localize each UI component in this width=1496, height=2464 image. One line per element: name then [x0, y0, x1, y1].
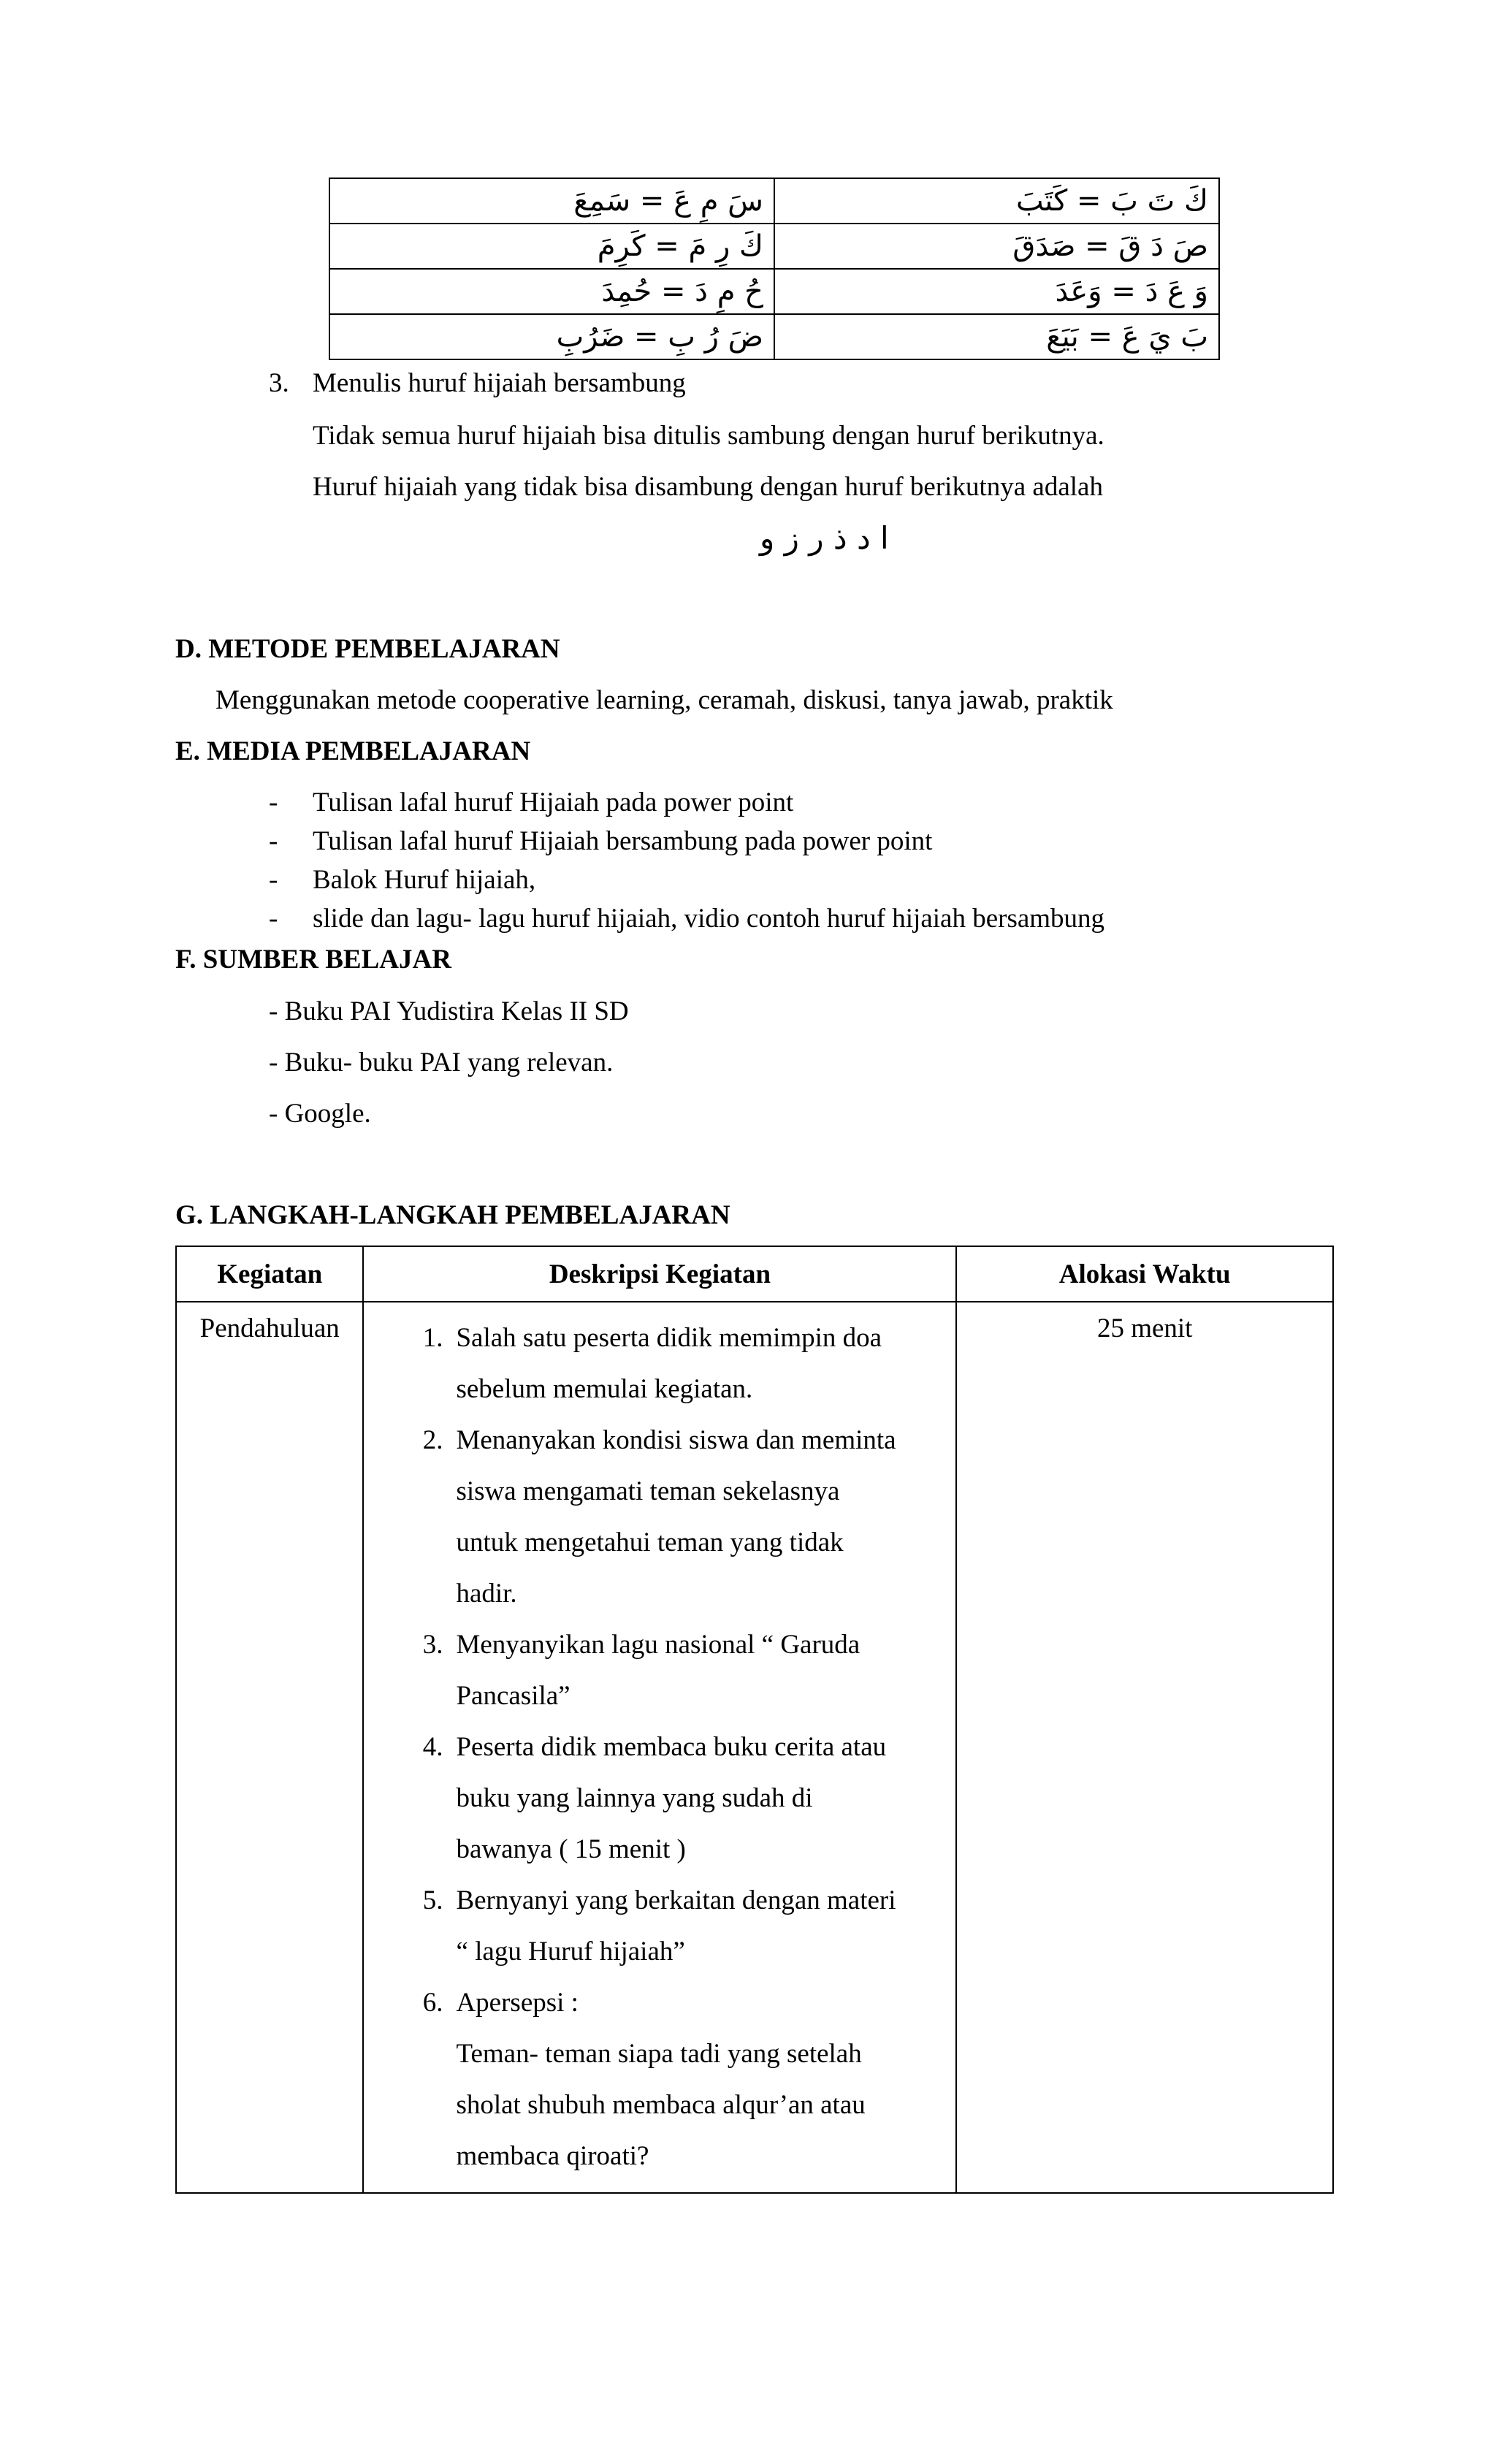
column-header: Alokasi Waktu [956, 1246, 1333, 1302]
list-item: - Buku- buku PAI yang relevan. [269, 1048, 614, 1077]
step-line: Salah satu peserta didik memimpin doa [456, 1323, 882, 1353]
list-item: slide dan lagu- lagu huruf hijaiah, vidio contoh huruf hijaiah bersambung [313, 904, 1105, 934]
step-line: siswa mengamati teman sekelasnya [456, 1476, 840, 1506]
list-item: - Google. [269, 1099, 371, 1129]
table-row [176, 1302, 1333, 2193]
time-allocation-cell: 25 menit [956, 1302, 1333, 2193]
activity-list [364, 1313, 945, 2182]
bullet-dash: - [269, 826, 278, 856]
column-header: Deskripsi Kegiatan [363, 1246, 956, 1302]
item-number: 3. [269, 368, 289, 398]
step-line: Teman- teman siapa tadi yang setelah [456, 2039, 862, 2069]
list-item [364, 1313, 945, 1415]
paragraph-line: Huruf hijaiah yang tidak bisa disambung dengan huruf berikutnya adalah [313, 472, 1103, 502]
step-number: 2. [422, 1425, 443, 1455]
step-line: Pancasila” [456, 1681, 570, 1711]
arabic-cell: كَ تَ بَ = كَتَبَ [774, 178, 1219, 224]
list-item: Balok Huruf hijaiah, [313, 865, 536, 895]
arabic-cell: ضَ رُ بِ = ضَرُبِ [329, 314, 774, 359]
list-item: - Buku PAI Yudistira Kelas II SD [269, 996, 629, 1026]
section-heading: D. METODE PEMBELAJARAN [175, 634, 560, 664]
section-heading: G. LANGKAH-LANGKAH PEMBELAJARAN [175, 1200, 730, 1230]
list-item [364, 1977, 945, 2182]
step-number: 4. [422, 1732, 443, 1762]
table-row [329, 314, 1219, 359]
step-line: hadir. [456, 1579, 517, 1609]
step-line: untuk mengetahui teman yang tidak [456, 1527, 844, 1557]
list-item [364, 1875, 945, 1977]
table-row [329, 269, 1219, 314]
list-item [364, 1722, 945, 1875]
table-row [329, 178, 1219, 224]
step-line: Peserta didik membaca buku cerita atau [456, 1732, 887, 1762]
arabic-cell: صَ دَ قَ = صَدَقَ [774, 224, 1219, 269]
step-line: sebelum memulai kegiatan. [456, 1374, 753, 1404]
step-line: Menanyakan kondisi siswa dan meminta [456, 1425, 896, 1455]
step-line: buku yang lainnya yang sudah di [456, 1783, 813, 1813]
list-item [364, 1415, 945, 1620]
table-header-row [176, 1246, 1333, 1302]
list-item: Tulisan lafal huruf Hijaiah pada power point [313, 787, 794, 817]
step-line: Bernyanyi yang berkaitan dengan materi [456, 1885, 896, 1915]
bullet-dash: - [269, 865, 278, 895]
step-line: sholat shubuh membaca alqur’an atau [456, 2090, 866, 2120]
bullet-dash: - [269, 904, 278, 934]
table-row [329, 224, 1219, 269]
step-number: 1. [422, 1323, 443, 1353]
list-item: Tulisan lafal huruf Hijaiah bersambung pada power point [313, 826, 933, 856]
arabic-combination-table [329, 178, 1220, 360]
step-number: 6. [422, 1988, 443, 2018]
arabic-letters: ا د ذ ر ز و [760, 520, 889, 556]
step-line: Apersepsi : [456, 1988, 579, 2018]
step-line: “ lagu Huruf hijaiah” [456, 1937, 685, 1967]
description-cell [363, 1302, 956, 2193]
section-heading: E. MEDIA PEMBELAJARAN [175, 736, 531, 766]
kegiatan-cell: Pendahuluan [176, 1302, 363, 2193]
item-title: Menulis huruf hijaiah bersambung [313, 368, 686, 398]
arabic-cell: سَ مِ عَ = سَمِعَ [329, 178, 774, 224]
arabic-cell: كَ رِ مَ = كَرِمَ [329, 224, 774, 269]
arabic-cell: حُ مِ دَ = حُمِدَ [329, 269, 774, 314]
step-line: membaca qiroati? [456, 2141, 649, 2171]
step-line: bawanya ( 15 menit ) [456, 1834, 686, 1864]
bullet-dash: - [269, 787, 278, 817]
step-number: 5. [422, 1885, 443, 1915]
arabic-cell: وَ عَ دَ = وَعَدَ [774, 269, 1219, 314]
list-item [364, 1620, 945, 1722]
section-heading: F. SUMBER BELAJAR [175, 945, 451, 974]
paragraph-line: Tidak semua huruf hijaiah bisa ditulis sambung dengan huruf berikutnya. [313, 421, 1104, 451]
column-header: Kegiatan [176, 1246, 363, 1302]
learning-steps-table [175, 1246, 1334, 2194]
step-line: Menyanyikan lagu nasional “ Garuda [456, 1630, 860, 1660]
section-text: Menggunakan metode cooperative learning, ceramah, diskusi, tanya jawab, praktik [215, 685, 1113, 715]
step-number: 3. [422, 1630, 443, 1660]
arabic-cell: بَ يَ عَ = بَيَعَ [774, 314, 1219, 359]
